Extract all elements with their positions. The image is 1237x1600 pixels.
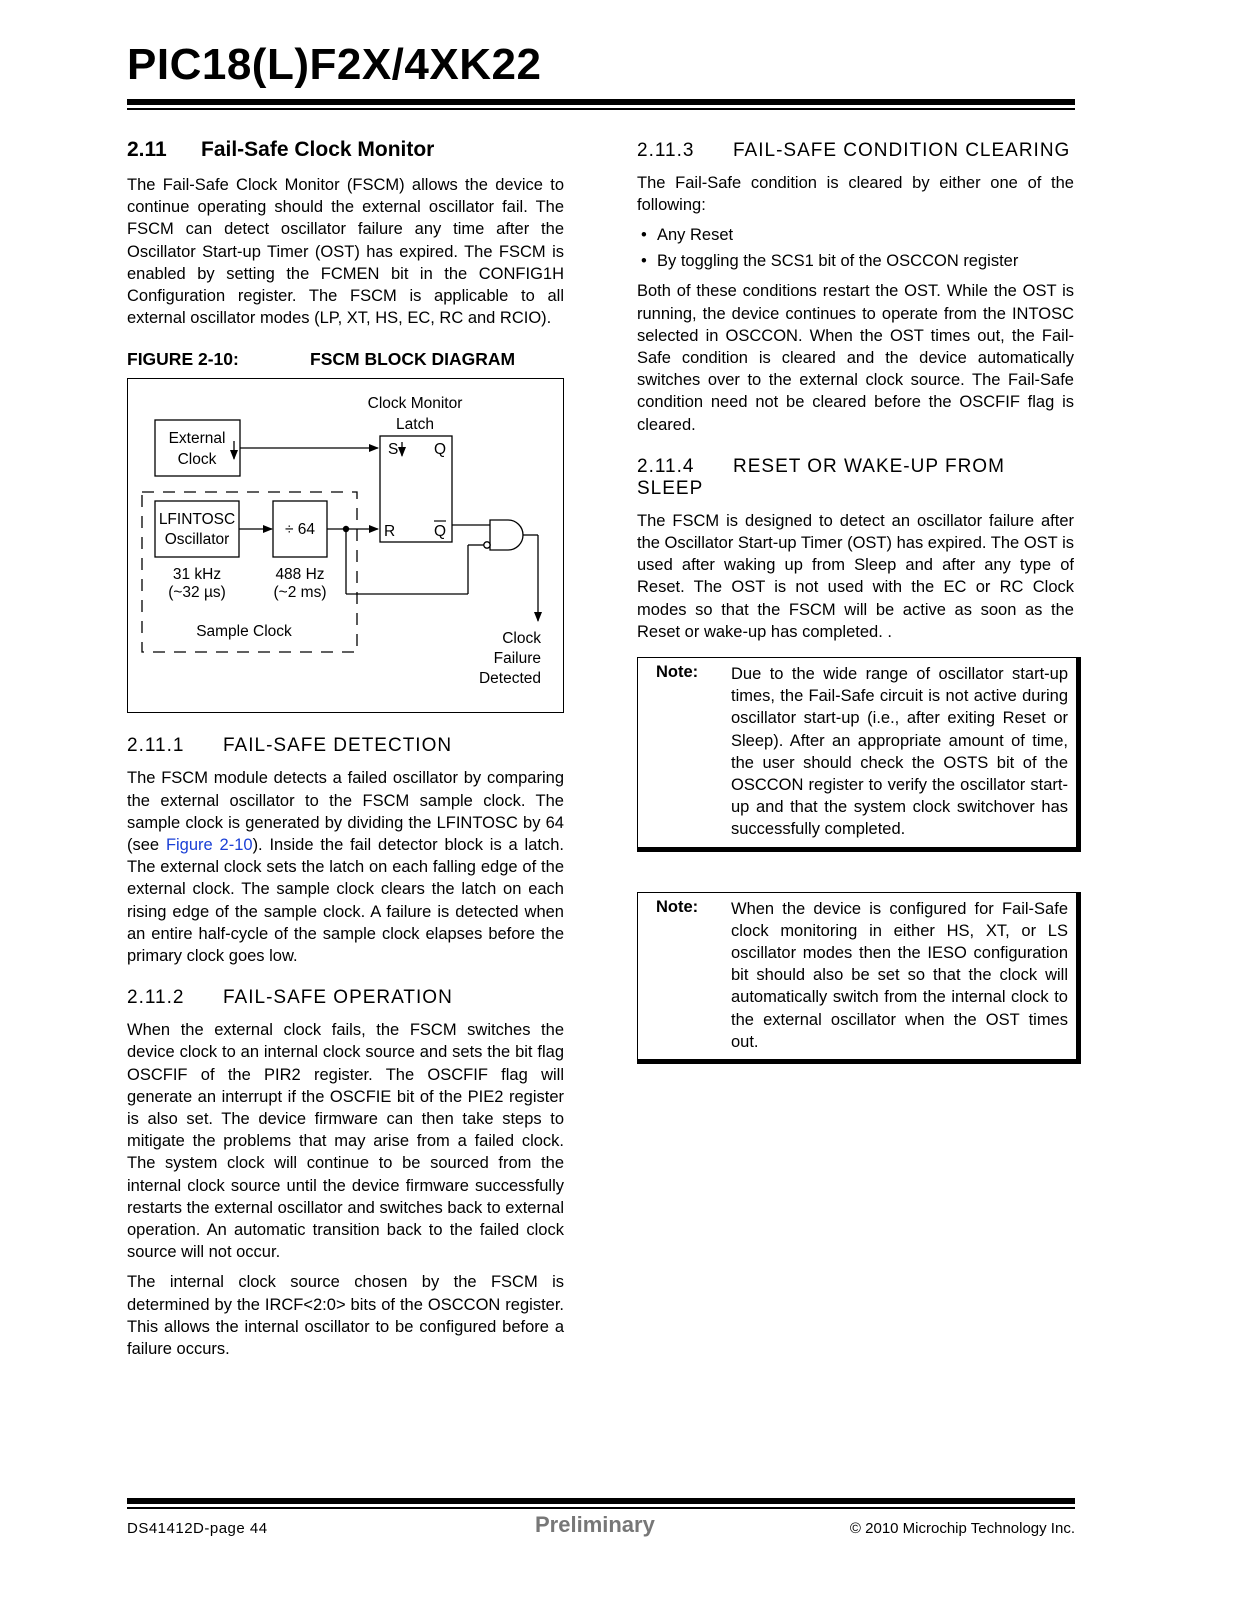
footer-rule-thin — [127, 1507, 1075, 1509]
subsection-heading — [637, 456, 1074, 500]
subsection-number: 2.11.1 — [127, 735, 185, 757]
fscm-block-diagram — [127, 378, 564, 713]
operation-paragraph-2: The internal clock source chosen by the FSCM is determined by the IRCF<2:0> bits of the OSCCON register. This allows the internal oscillator to be configured before a failure occurs. — [127, 1273, 564, 1359]
detection-paragraph — [127, 767, 564, 967]
figure-title: FSCM BLOCK DIAGRAM — [310, 349, 516, 370]
freq2-label-2: (~2 ms) — [273, 584, 327, 602]
right-column — [637, 138, 1074, 1064]
section-number: 2.11 — [127, 138, 167, 161]
output-label-3: Detected — [478, 670, 541, 688]
freq2-label-1: 488 Hz — [275, 566, 325, 584]
freq1-label-2: (~32 µs) — [168, 584, 226, 602]
footer-rule-thick — [127, 1498, 1075, 1504]
sample-clock-label: Sample Clock — [196, 623, 292, 641]
freq1-label-1: 31 kHz — [172, 566, 222, 584]
external-clock-label-2: Clock — [177, 451, 217, 469]
header-rule-thin — [127, 108, 1075, 110]
figure-caption — [127, 349, 564, 370]
note-label: Note: — [656, 663, 699, 682]
list-item-text: By toggling the SCS1 bit of the OSCCON register — [657, 252, 1019, 271]
intro-paragraph: The Fail-Safe Clock Monitor (FSCM) allows the device to continue operating should the external oscillator fail. The FSCM can detect oscillator failure any time after the Oscillator Start-up Timer (OST) has expired. The FSCM is enabled by setting the FCMEN bit in the CONFIG1H Configuration register. The FSCM is applicable to all external oscillator modes (LP, XT, HS, EC, RC and RCIO). — [127, 176, 564, 328]
and-gate — [490, 520, 523, 550]
subsection-title: FAIL-SAFE CONDITION CLEARING — [733, 140, 1071, 161]
preliminary-label: Preliminary — [535, 1512, 655, 1537]
left-column — [127, 138, 564, 1368]
page-number: DS41412D-page 44 — [127, 1520, 268, 1537]
clearing-paragraph-2: Both of these conditions restart the OST. While the OST is running, the device continues to operate from the INTOSC selected in OSCCON. When the OST times out, the Fail-Safe condition is cleared and the device automatically switches over to the external clock source. The Fail-Safe condition need not be cleared before the OSCFIF flag is cleared. — [637, 282, 1074, 434]
lfintosc-label-1: LFINTOSC — [158, 511, 236, 529]
latch-label-2: Latch — [396, 416, 434, 434]
subsection-number: 2.11.3 — [637, 140, 695, 161]
subsection-number: 2.11.4 — [637, 455, 695, 477]
figure-link[interactable]: Figure 2-10 — [165, 836, 253, 855]
document-title: PIC18(L)F2X/4XK22 — [127, 40, 542, 89]
output-label-2: Failure — [493, 650, 541, 668]
clearing-paragraph-1: The Fail-Safe condition is cleared by either one of the following: — [637, 174, 1074, 215]
detection-text-b: ). Inside the fail detector block is a latch. The external clock sets the latch on each falling edge of the external clock. The sample clock clears the latch on each rising edge of the sample clock. A failure is detected when an entire half-cycle of the sample clock elapses before the primary clock goes low. — [127, 836, 564, 966]
header-rule-thick — [127, 99, 1075, 105]
note-label: Note: — [656, 897, 699, 916]
note-box-2 — [637, 892, 1081, 1064]
bullet-icon: • — [641, 252, 647, 271]
divider-label: ÷ 64 — [284, 521, 316, 539]
subsection-number: 2.11.2 — [127, 987, 185, 1009]
figure-label: FIGURE 2-10: — [127, 349, 239, 370]
list-item-text: Any Reset — [657, 226, 734, 245]
note-box-1 — [637, 657, 1081, 852]
bullet-icon: • — [641, 226, 647, 245]
latch-qbar-pin: Q — [434, 523, 447, 541]
subsection-title: RESET OR WAKE-UP FROM SLEEP — [637, 455, 1005, 499]
latch-r-pin: R — [384, 523, 396, 541]
external-clock-label-1: External — [168, 430, 226, 448]
subsection-heading — [637, 140, 1074, 162]
latch-q-pin: Q — [434, 441, 447, 459]
detection-text-a: The FSCM module detects a failed oscillator by comparing the external oscillator to the FSCM sample clock. The sample clock is generated by dividing the LFINTOSC by 64 (see — [127, 769, 564, 855]
lfintosc-label-2: Oscillator — [164, 531, 230, 549]
subsection-heading — [127, 987, 564, 1009]
subsection-title: FAIL-SAFE OPERATION — [223, 987, 453, 1009]
latch-s-pin: S — [388, 441, 399, 459]
note-text: Due to the wide range of oscillator start-up times, the Fail-Safe circuit is not active during oscillator start-up (i.e., after exiting Reset or Sleep). After an appropriate amount of time, the user should check the OSTS bit of the OSCCON register to verify the oscillator start-up and that the system clock switchover has successfully completed. — [731, 665, 1068, 839]
subsection-title: FAIL-SAFE DETECTION — [223, 735, 453, 757]
list-item — [637, 250, 1074, 272]
section-heading — [127, 138, 564, 162]
list-item — [637, 224, 1074, 246]
copyright: © 2010 Microchip Technology Inc. — [849, 1520, 1075, 1537]
block-diagram-svg — [128, 379, 563, 712]
subsection-heading — [127, 735, 564, 757]
clearing-bullet-list — [637, 224, 1074, 272]
reset-paragraph: The FSCM is designed to detect an oscillator failure after the Oscillator Start-up Timer (OST) has expired. The OST is used after waking up from Sleep and after any type of Reset. The OST is not used with the EC or RC Clock modes so that the FSCM will be active as soon as the Reset or wake-up has completed. . — [637, 511, 1074, 641]
section-title: Fail-Safe Clock Monitor — [201, 138, 435, 161]
latch-label-1: Clock Monitor — [367, 395, 463, 413]
operation-paragraph-1: When the external clock fails, the FSCM switches the device clock to an internal clock source and sets the bit flag OSCFIF of the PIR2 register. The OSCFIF flag will generate an interrupt if the OSCFIE bit of the PIE2 register is also set. The device firmware can then take steps to mitigate the problems that may arise from a failed clock. The system clock will continue to be sourced from the internal clock source until the device firmware successfully restarts the external oscillator and switches back to external operation. An automatic transition back to the failed clock source will not occur. — [127, 1021, 564, 1262]
inverter-bubble — [484, 542, 490, 548]
lfintosc-block — [155, 501, 239, 557]
note-text: When the device is configured for Fail-Safe clock monitoring in either HS, XT, or LS oscillator modes then the IESO configuration bit should also be set so that the clock will automatically switch from the internal clock to the external oscillator when the OST times out. — [731, 899, 1068, 1051]
output-label-1: Clock — [502, 630, 541, 648]
